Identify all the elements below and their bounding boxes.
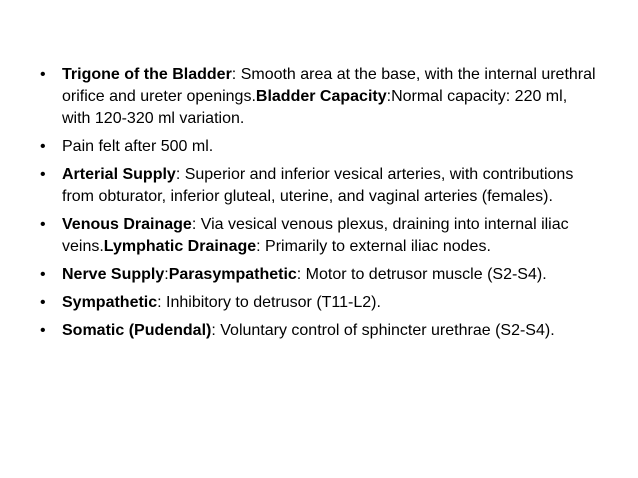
bullet-list (40, 64, 596, 348)
bullet-item (40, 320, 596, 342)
bullet-item (40, 214, 596, 258)
text-arterial-supply-desc: : Superior and inferior vesical arteries, with contributions from obturator, inferior gluteal, uterine, and vaginal arteries (females). (62, 166, 574, 205)
text-sympathetic-desc: : Inhibitory to detrusor (T11-L2). (157, 294, 381, 311)
text-venous-drainage-desc: : Via vesical venous plexus, draining into internal iliac veins. (62, 216, 569, 255)
bullet-item (40, 292, 596, 314)
bullet-item (40, 164, 596, 208)
text-bladder-capacity-desc: :Normal capacity: 220 ml, with 120-320 ml variation. (62, 88, 568, 127)
term-arterial-supply: Arterial Supply (62, 166, 176, 183)
bullet-dot-icon: • (40, 266, 46, 283)
term-nerve-supply: Nerve Supply (62, 266, 165, 283)
term-parasympathetic: Parasympathetic (168, 266, 297, 283)
bullet-item (40, 64, 596, 130)
term-sympathetic: Sympathetic (62, 294, 158, 311)
text-pain: Pain felt after 500 ml. (62, 138, 214, 155)
term-lymphatic-drainage: Lymphatic Drainage (103, 238, 257, 255)
term-somatic: Somatic (Pudendal) (62, 322, 212, 339)
bullet-dot-icon: • (40, 138, 46, 155)
term-venous-drainage: Venous Drainage (62, 216, 192, 233)
bullet-dot-icon: • (40, 166, 46, 183)
term-bladder-capacity: Bladder Capacity (255, 88, 387, 105)
text-lymphatic-drainage-desc: : Primarily to external iliac nodes. (256, 238, 491, 255)
text-trigone-desc: : Smooth area at the base, with the internal urethral orifice and ureter openings. (62, 66, 596, 105)
text-parasympathetic-desc: : Motor to detrusor muscle (S2-S4). (296, 266, 547, 283)
bullet-item (40, 136, 596, 158)
term-trigone: Trigone of the Bladder (62, 66, 232, 83)
bullet-dot-icon: • (40, 322, 46, 339)
bullet-item (40, 264, 596, 286)
text-somatic-desc: : Voluntary control of sphincter urethrae (S2-S4). (211, 322, 555, 339)
bullet-dot-icon: • (40, 66, 46, 83)
bullet-dot-icon: • (40, 294, 46, 311)
bullet-dot-icon: • (40, 216, 46, 233)
text-colon: : (164, 266, 169, 283)
